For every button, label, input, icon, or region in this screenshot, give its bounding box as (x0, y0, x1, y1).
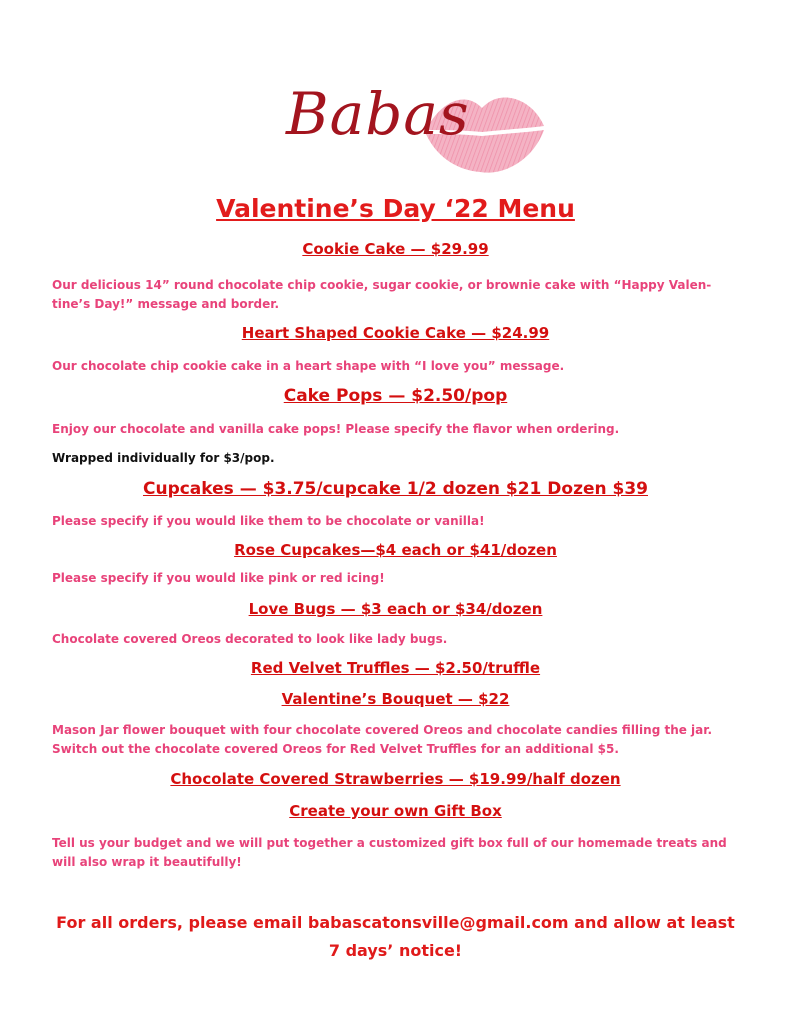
babas-logo (280, 70, 540, 190)
item-desc-rose-cupcakes: Please specify if you would like pink or red icing! (52, 571, 385, 585)
item-desc-heart-cookie-cake: Our chocolate chip cookie cake in a heart shape with “I love you” message. (52, 359, 565, 373)
item-desc-gift-box-line-2: will also wrap it beautifully! (52, 855, 242, 869)
item-heading-heart-cookie-cake: Heart Shaped Cookie Cake — $24.99 (241, 324, 550, 342)
item-desc-cake-pops: Enjoy our chocolate and vanilla cake pops! Please specify the flavor when ordering. (52, 422, 620, 436)
item-desc-love-bugs: Chocolate covered Oreos decorated to look like lady bugs. (52, 632, 448, 646)
item-heading-valentines-bouquet: Valentine’s Bouquet — $22 (281, 690, 510, 708)
order-instructions-line-2: 7 days’ notice! (328, 941, 463, 960)
item-desc-cookie-cake-line-2: tine’s Day!” message and border. (52, 297, 280, 311)
item-heading-strawberries: Chocolate Covered Strawberries — $19.99/half dozen (170, 770, 621, 788)
item-heading-gift-box: Create your own Gift Box (289, 802, 502, 820)
logo-wordmark: Babas (286, 80, 470, 148)
item-heading-cookie-cake: Cookie Cake — $29.99 (302, 240, 489, 258)
item-heading-cake-pops: Cake Pops — $2.50/pop (283, 386, 508, 406)
item-heading-cupcakes: Cupcakes — $3.75/cupcake 1/2 dozen $21 Dozen $39 (142, 479, 648, 499)
order-instructions-line-1: For all orders, please email babascatonsville@gmail.com and allow at least (56, 913, 735, 932)
item-heading-love-bugs: Love Bugs — $3 each or $34/dozen (248, 600, 543, 618)
item-desc-bouquet-line-1: Mason Jar flower bouquet with four chocolate covered Oreos and chocolate candies filling the jar. (52, 723, 713, 737)
item-heading-rose-cupcakes: Rose Cupcakes—$4 each or $41/dozen (234, 541, 557, 559)
menu-title: Valentine’s Day ‘22 Menu (216, 194, 575, 223)
item-desc-bouquet-line-2: Switch out the chocolate covered Oreos for Red Velvet Truffles for an additional $5. (52, 742, 619, 756)
item-note-cake-pops: Wrapped individually for $3/pop. (52, 451, 275, 465)
item-desc-cookie-cake-line-1: Our delicious 14” round chocolate chip cookie, sugar cookie, or brownie cake with “Happy Valen- (52, 278, 712, 292)
item-desc-cupcakes: Please specify if you would like them to be chocolate or vanilla! (52, 514, 485, 528)
item-desc-gift-box-line-1: Tell us your budget and we will put together a customized gift box full of our homemade treats and (52, 836, 727, 850)
item-heading-red-velvet-truffles: Red Velvet Truffles — $2.50/truffle (250, 659, 541, 677)
